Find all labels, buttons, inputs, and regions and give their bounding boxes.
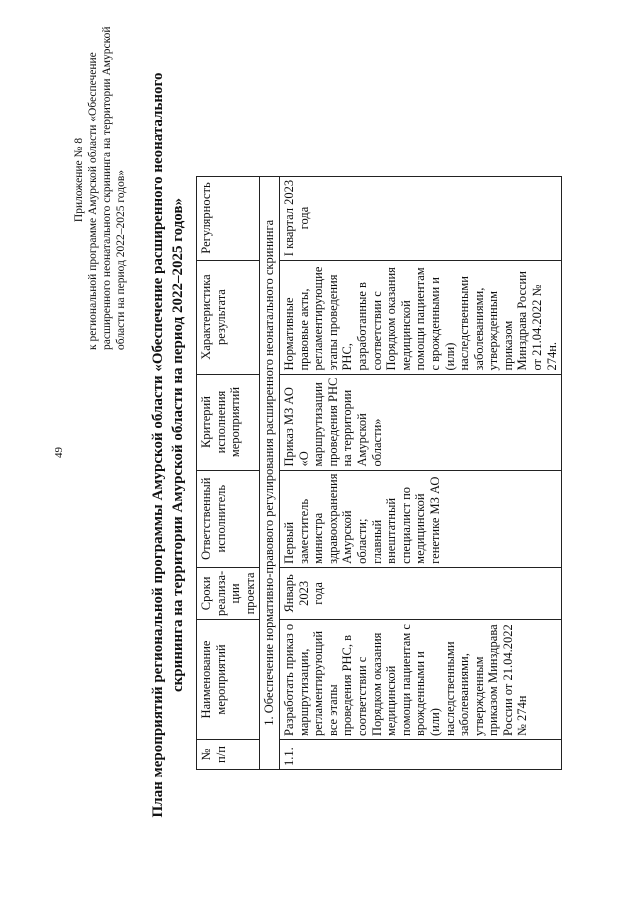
header-result: Характеристика результата bbox=[197, 260, 260, 374]
header-responsible: Ответственный исполнитель bbox=[197, 470, 260, 567]
plan-table bbox=[196, 176, 562, 770]
header-term: Сроки реализа-ции проекта bbox=[197, 567, 260, 619]
appendix-description: к региональной программе Амурской области «Обеспечение расширенного неонатального скрининга на территории Амурской области на период 2022–2025 годов» bbox=[87, 26, 127, 350]
document-title: План мероприятий региональной программы Амурской области «Обеспечение расширенного неонатального скрининга на территории Амурской области на период 2022–2025 годов» bbox=[150, 72, 186, 818]
cell-name: Разработать приказ о маршрутизации, регламентирующий все этапы проведения РНС, в соответствии с Порядком оказания медицинской помощи пациентам с врожденными и (или) наследственными заболеваниями, утвержденным приказом Минздрава России от 21.04.2022 № 274н bbox=[279, 620, 561, 740]
cell-criterion: Приказ МЗ АО «О маршрутизации проведения РНС на территории Амурской области» bbox=[279, 374, 561, 470]
header-criterion: Критерий исполнения мероприятий bbox=[197, 374, 260, 470]
cell-term: Январь 2023 года bbox=[279, 567, 561, 619]
cell-responsible: Первый заместитель министра здравоохранения Амурской области; главный внештатный специалист по медицинской генетике МЗ АО bbox=[279, 470, 561, 567]
table-header-row bbox=[197, 176, 260, 769]
section-row bbox=[260, 176, 280, 769]
cell-result: Нормативные правовые акты, регламентирующие этапы проведения РНС, разработанные в соответствии с Порядком оказания медицинской помощи пациентам с врожденными и (или) наследственными заболеваниями, утвержденным приказом Минздрава России от 21.04.2022 № 274н. bbox=[279, 260, 561, 374]
table-row bbox=[279, 176, 561, 769]
header-no: № п/п bbox=[197, 740, 260, 770]
cell-regularity: I квартал 2023 года bbox=[279, 176, 561, 260]
cell-no: 1.1. bbox=[279, 740, 561, 770]
page-number: 49 bbox=[53, 447, 65, 458]
section-title: 1. Обеспечение нормативно-правового регулирования расширенного неонатального скрининга bbox=[260, 176, 280, 769]
appendix-note bbox=[72, 10, 128, 350]
appendix-number: Приложение № 8 bbox=[73, 137, 85, 223]
header-name: Наименование мероприятий bbox=[197, 620, 260, 740]
header-regularity: Регулярность bbox=[197, 176, 260, 260]
